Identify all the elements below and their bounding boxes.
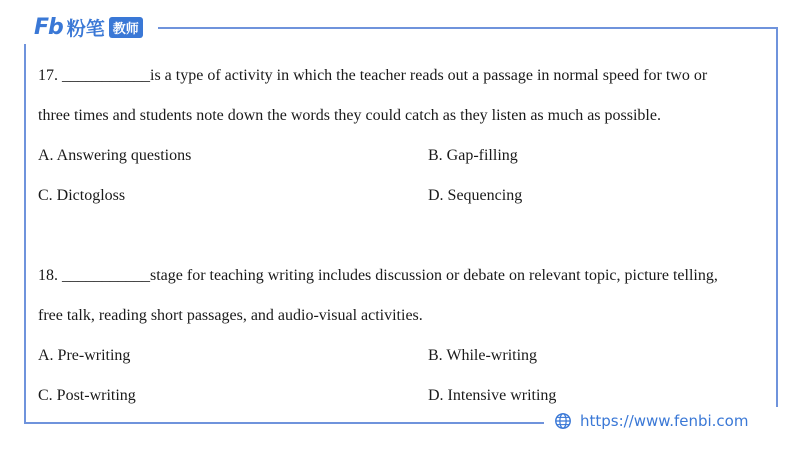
question-18-option-c: C. Post-writing <box>38 387 136 404</box>
question-18-option-d: D. Intensive writing <box>428 387 557 404</box>
question-17-line-2: three times and students note down the words they could catch as they listen as much as possible. <box>38 107 661 124</box>
footer-link[interactable] <box>554 410 748 432</box>
question-17-option-d: D. Sequencing <box>428 187 523 204</box>
frame-right-rule <box>776 27 778 407</box>
frame-bottom-rule <box>24 422 544 424</box>
frame-top-rule <box>158 27 778 29</box>
footer-url-text[interactable]: https://www.fenbi.com <box>580 412 749 430</box>
brand-name: 粉笔 <box>66 17 105 40</box>
globe-icon <box>554 412 572 430</box>
question-18-option-b: B. While-writing <box>428 347 538 364</box>
brand-fb-mark: Fb <box>34 14 63 40</box>
question-17-option-b: B. Gap-filling <box>428 147 518 164</box>
question-18-option-a: A. Pre-writing <box>38 347 131 364</box>
question-18-line-1: 18. ___________stage for teaching writing includes discussion or debate on relevant topic, picture telling, <box>38 267 718 284</box>
frame-left-rule <box>24 44 26 424</box>
question-17-line-1: 17. ___________is a type of activity in which the teacher reads out a passage in normal speed for two or <box>38 67 708 84</box>
question-17-option-a: A. Answering questions <box>38 147 192 164</box>
question-18-line-2: free talk, reading short passages, and audio-visual activities. <box>38 307 423 324</box>
brand-logo <box>34 14 143 40</box>
question-17-option-c: C. Dictogloss <box>38 187 126 204</box>
brand-tag: 教师 <box>109 17 143 38</box>
